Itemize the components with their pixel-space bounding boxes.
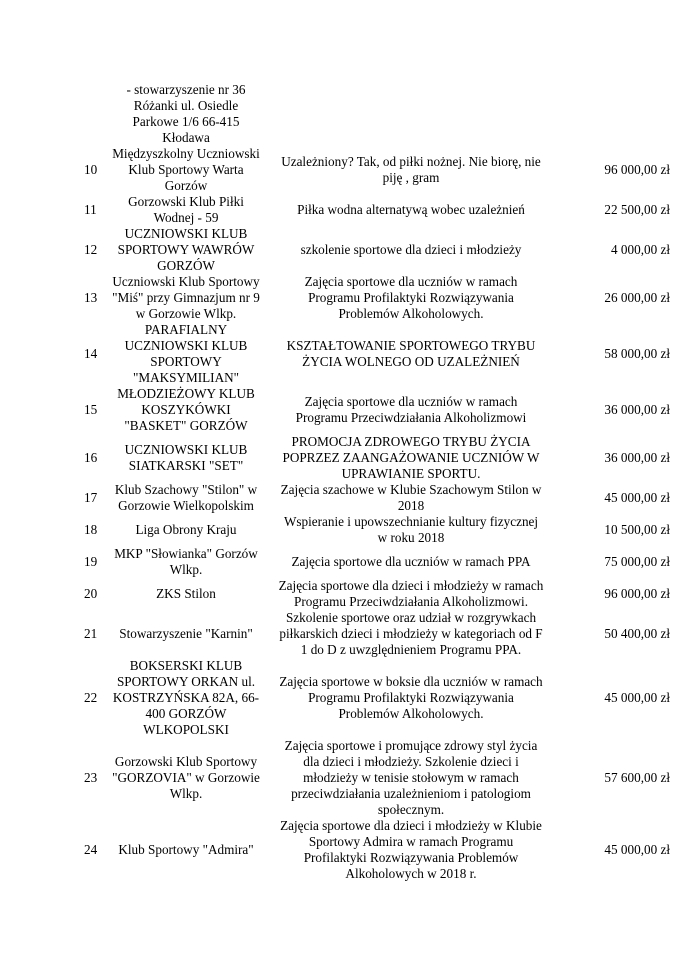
grants-table: [84, 82, 673, 882]
organization-name: Liga Obrony Kraju: [135, 522, 237, 537]
grant-amount: 10 500,00 zł: [604, 522, 670, 537]
table-row: [84, 514, 673, 546]
organization-name: UCZNIOWSKI KLUB SIATKARSKI "SET": [124, 442, 248, 473]
row-number: 12: [84, 242, 98, 257]
task-title: Zajęcia sportowe dla dzieci i młodzieży w Klubie Sportowy Admira w ramach Programu Profilaktyki Rozwiązywania Problemów Alkoholowych w 2018 r.: [280, 818, 542, 881]
grant-amount: 50 400,00 zł: [604, 626, 670, 641]
organization-name: BOKSERSKI KLUB SPORTOWY ORKAN ul. KOSTRZYŃSKA 82A, 66- 400 GORZÓW WLKOPOLSKI: [112, 658, 260, 737]
grant-amount: 45 000,00 zł: [604, 490, 670, 505]
task-title: Zajęcia sportowe dla uczniów w ramach PPA: [291, 554, 531, 569]
table-row: [84, 226, 673, 274]
task-title: Zajęcia sportowe dla dzieci i młodzieży w ramach Programu Przeciwdziałania Alkoholizmowi.: [278, 578, 544, 609]
task-title: PROMOCJA ZDROWEGO TRYBU ŻYCIA POPRZEZ ZAANGAŻOWANIE UCZNIÓW W UPRAWIANIE SPORTU.: [282, 434, 540, 481]
grant-amount: 58 000,00 zł: [604, 346, 670, 361]
row-number: 17: [84, 490, 98, 505]
task-title: KSZTAŁTOWANIE SPORTOWEGO TRYBU ŻYCIA WOLNEGO OD UZALEŻNIEŃ: [286, 338, 536, 369]
row-number: 18: [84, 522, 98, 537]
row-number: 11: [84, 202, 97, 217]
organization-name: Gorzowski Klub Sportowy "GORZOVIA" w Gorzowie Wlkp.: [112, 754, 260, 801]
organization-name: Międzyszkolny Uczniowski Klub Sportowy Warta Gorzów: [112, 146, 260, 193]
task-title: Uzależniony? Tak, od piłki nożnej. Nie biorę, nie piję , gram: [281, 154, 541, 185]
table-row: [84, 610, 673, 658]
table-row: [84, 146, 673, 194]
grant-amount: 22 500,00 zł: [604, 202, 670, 217]
table-row: [84, 386, 673, 434]
organization-name: - stowarzyszenie nr 36 Różanki ul. Osiedle Parkowe 1/6 66-415 Kłodawa: [126, 82, 246, 145]
grant-amount: 96 000,00 zł: [604, 586, 670, 601]
grant-amount: [556, 82, 673, 146]
organization-name: Klub Szachowy "Stilon" w Gorzowie Wielkopolskim: [114, 482, 258, 513]
grant-amount: 57 600,00 zł: [604, 770, 670, 785]
organization-name: Klub Sportowy "Admira": [118, 842, 254, 857]
task-title: Zajęcia sportowe dla uczniów w ramach Programu Profilaktyki Rozwiązywania Problemów Alkoholowych.: [304, 274, 518, 321]
organization-name: MKP "Słowianka" Gorzów Wlkp.: [114, 546, 258, 577]
task-title: [266, 82, 556, 146]
row-number: [84, 82, 106, 146]
task-title: Zajęcia sportowe w boksie dla uczniów w ramach Programu Profilaktyki Rozwiązywania Problemów Alkoholowych.: [279, 674, 543, 721]
row-number: 21: [84, 626, 98, 641]
table-row: [84, 578, 673, 610]
grant-amount: 36 000,00 zł: [604, 402, 670, 417]
task-title: Zajęcia szachowe w Klubie Szachowym Stilon w 2018: [280, 482, 542, 513]
table-row: [84, 82, 673, 146]
task-title: Zajęcia sportowe i promujące zdrowy styl życia dla dzieci i młodzieży. Szkolenie dzieci i młodzieży w tenisie stołowym w ramach przeciwdziałania uzależnieniom i patologiom społecznym.: [284, 738, 538, 817]
grant-amount: 45 000,00 zł: [604, 842, 670, 857]
table-row: [84, 738, 673, 818]
row-number: 13: [84, 290, 98, 305]
row-number: 23: [84, 770, 98, 785]
task-title: szkolenie sportowe dla dzieci i młodzieży: [300, 242, 522, 257]
row-number: 24: [84, 842, 98, 857]
grant-amount: 96 000,00 zł: [604, 162, 670, 177]
table-row: [84, 546, 673, 578]
table-row: [84, 194, 673, 226]
task-title: Piłka wodna alternatywą wobec uzależnień: [297, 202, 525, 217]
grant-amount: 45 000,00 zł: [604, 690, 670, 705]
table-row: [84, 818, 673, 882]
table-row: [84, 658, 673, 738]
row-number: 19: [84, 554, 98, 569]
organization-name: UCZNIOWSKI KLUB SPORTOWY WAWRÓW GORZÓW: [117, 226, 255, 273]
row-number: 16: [84, 450, 98, 465]
task-title: Szkolenie sportowe oraz udział w rozgrywkach piłkarskich dzieci i młodzieży w kategoriach od F 1 do D z uwzględnieniem Programu PPA.: [279, 610, 543, 657]
row-number: 10: [84, 162, 98, 177]
table-row: [84, 482, 673, 514]
row-number: 14: [84, 346, 98, 361]
row-number: 20: [84, 586, 98, 601]
task-title: Zajęcia sportowe dla uczniów w ramach Programu Przeciwdziałania Alkoholizmowi: [295, 394, 527, 425]
grant-amount: 75 000,00 zł: [604, 554, 670, 569]
grant-amount: 26 000,00 zł: [604, 290, 670, 305]
grant-amount: 4 000,00 zł: [611, 242, 670, 257]
organization-name: PARAFIALNY UCZNIOWSKI KLUB SPORTOWY "MAKSYMILIAN": [124, 322, 248, 385]
table-row: [84, 434, 673, 482]
organization-name: Gorzowski Klub Piłki Wodnej - 59: [128, 194, 244, 225]
organization-name: MŁODZIEŻOWY KLUB KOSZYKÓWKI "BASKET" GORZÓW: [117, 386, 255, 433]
organization-name: ZKS Stilon: [156, 586, 216, 601]
organization-name: Uczniowski Klub Sportowy "Miś" przy Gimnazjum nr 9 w Gorzowie Wlkp.: [112, 274, 260, 321]
organization-name: Stowarzyszenie "Karnin": [119, 626, 253, 641]
table-row: [84, 322, 673, 386]
table-row: [84, 274, 673, 322]
row-number: 15: [84, 402, 98, 417]
grant-amount: 36 000,00 zł: [604, 450, 670, 465]
task-title: Wspieranie i upowszechnianie kultury fizycznej w roku 2018: [283, 514, 539, 545]
row-number: 22: [84, 690, 98, 705]
